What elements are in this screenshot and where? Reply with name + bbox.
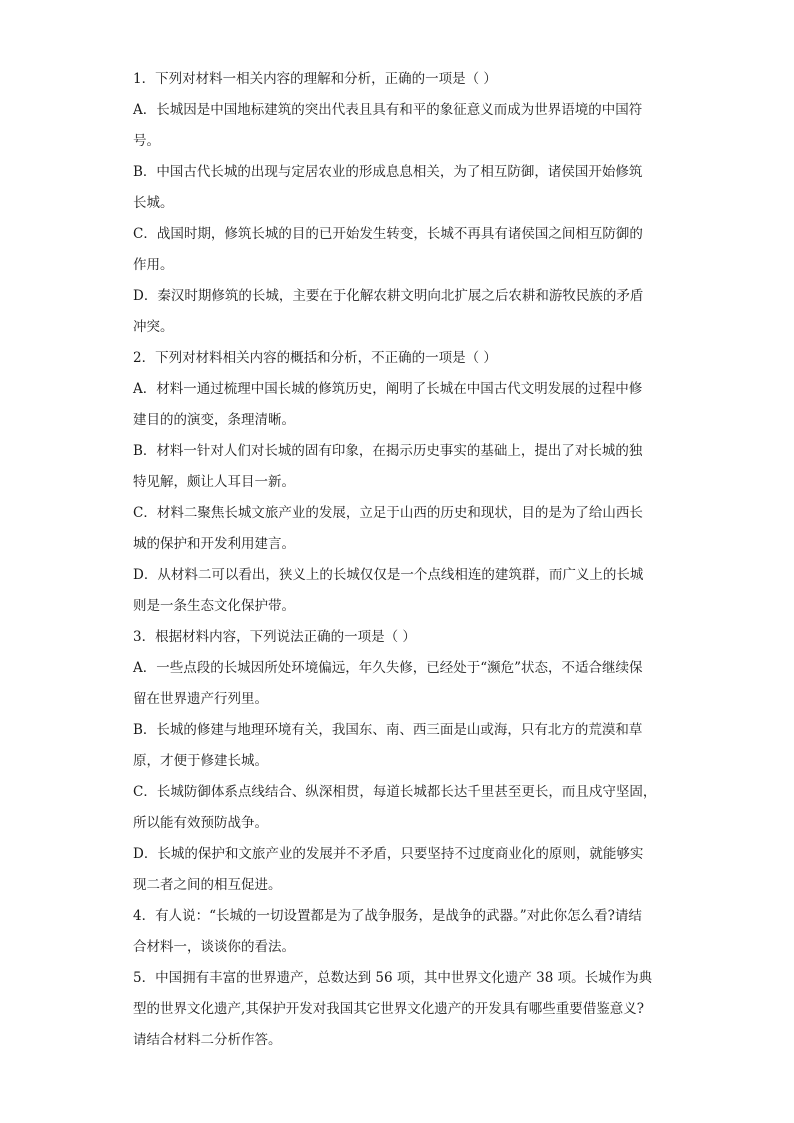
q2-option-c-line2: 城的保护和开发利用建言。 [133,536,295,552]
q1-option-b-line2: 长城。 [133,195,174,211]
q2-option-c-line1: C．材料二聚焦长城文旅产业的发展，立足于山西的历史和现状，目的是为了给山西长 [133,505,643,521]
q3-option-c-line2: 所以能有效预防战争。 [133,815,268,831]
q1-option-a-line2: 号。 [133,133,160,149]
q2-stem: 2．下列对材料相关内容的概括和分析，不正确的一项是（ ） [133,350,497,366]
q1-option-d-line2: 冲突。 [133,319,174,335]
q1-option-c-line2: 作用。 [133,257,174,273]
q2-option-d-line2: 则是一条生态文化保护带。 [133,598,295,614]
q2-option-d-line1: D．从材料二可以看出，狭义上的长城仅仅是一个点线相连的建筑群，而广义上的长城 [133,567,644,583]
q1-option-c-line1: C．战国时期，修筑长城的目的已开始发生转变，长城不再具有诸侯国之间相互防御的 [133,226,643,242]
q3-option-d-line2: 现二者之间的相互促进。 [133,877,282,893]
q3-option-b-line1: B．长城的修建与地理环境有关，我国东、南、西三面是山或海，只有北方的荒漠和草 [133,722,643,738]
q1-stem: 1．下列对材料一相关内容的理解和分析，正确的一项是（ ） [133,71,497,87]
q4-stem-line1: 4．有人说：“长城的一切设置都是为了战争服务，是战争的武器。”对此你怎么看?请结 [133,908,642,924]
q5-stem-line3: 请结合材料二分析作答。 [133,1032,282,1048]
q1-option-d-line1: D．秦汉时期修筑的长城，主要在于化解农耕文明向北扩展之后农耕和游牧民族的矛盾 [133,288,644,304]
q3-option-d-line1: D．长城的保护和文旅产业的发展并不矛盾，只要坚持不过度商业化的原则，就能够实 [133,846,644,862]
q3-option-a-line1: A．一些点段的长城因所处环境偏远，年久失修，已经处于“濒危”状态，不适合继续保 [133,660,643,676]
q2-option-a-line1: A．材料一通过梳理中国长城的修筑历史，阐明了长城在中国古代文明发展的过程中修 [133,381,643,397]
q1-option-a-line1: A．长城因是中国地标建筑的突出代表且具有和平的象征意义而成为世界语境的中国符 [133,102,643,118]
q5-stem-line2: 型的世界文化遗产,其保护开发对我国其它世界文化遗产的开发具有哪些重要借鉴意义? [133,1001,645,1017]
q3-stem: 3．根据材料内容，下列说法正确的一项是（ ） [133,629,416,645]
q2-option-b-line2: 特见解，颇让人耳目一新。 [133,474,295,490]
q3-option-b-line2: 原，才便于修建长城。 [133,753,268,769]
q2-option-a-line2: 建目的的演变，条理清晰。 [133,412,295,428]
q4-stem-line2: 合材料一，谈谈你的看法。 [133,939,295,955]
q1-option-b-line1: B．中国古代长城的出现与定居农业的形成息息相关，为了相互防御，诸侯国开始修筑 [133,164,643,180]
question-text-block [133,64,663,1056]
q2-option-b-line1: B．材料一针对人们对长城的固有印象，在揭示历史事实的基础上，提出了对长城的独 [133,443,643,459]
q3-option-c-line1: C．长城防御体系点线结合、纵深相贯，每道长城都长达千里甚至更长，而且戍守坚固， [133,784,657,800]
q5-stem-line1: 5．中国拥有丰富的世界遗产，总数达到 56 项，其中世界文化遗产 38 项。长城作为典 [133,970,653,986]
q3-option-a-line2: 留在世界遗产行列里。 [133,691,268,707]
